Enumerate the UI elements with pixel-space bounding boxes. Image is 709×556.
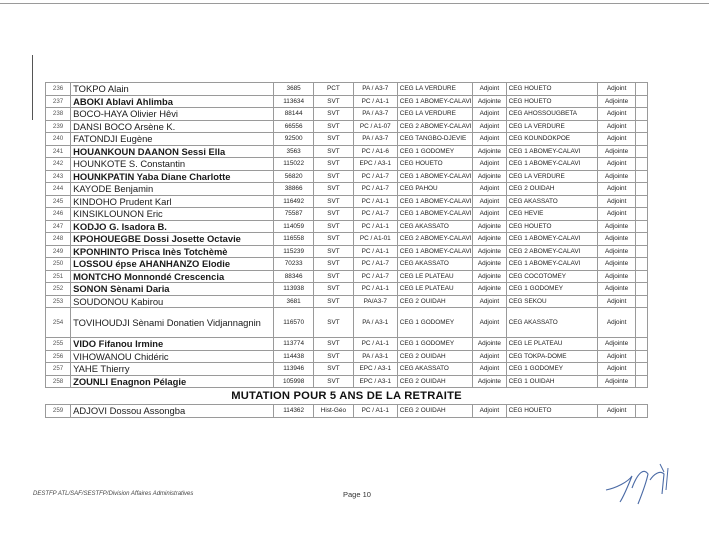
cell-empty: [636, 283, 648, 296]
cell-dest: CEG 2 ABOMEY-CALAVI: [506, 245, 597, 258]
cell-num: 250: [46, 258, 71, 271]
cell-orig: CEG AKASSATO: [397, 258, 472, 271]
cell-q2: Adjointe: [597, 145, 636, 158]
cell-name: SOUDONOU Kabirou: [71, 295, 274, 308]
cell-orig: CEG TANGBO-DJEVIE: [397, 133, 472, 146]
cell-q1: Adjoint: [473, 295, 507, 308]
cell-q2: Adjointe: [597, 338, 636, 351]
cell-name: VIHOWANOU Chidéric: [71, 350, 274, 363]
cell-empty: [636, 195, 648, 208]
cell-grade: PC / A1-1: [353, 283, 397, 296]
table-row: [46, 208, 648, 221]
cell-disc: SVT: [314, 158, 354, 171]
cell-disc: SVT: [314, 338, 354, 351]
cell-mat: 66556: [274, 120, 314, 133]
cell-q2: Adjoint: [597, 158, 636, 171]
cell-mat: 113774: [274, 338, 314, 351]
cell-orig: CEG PAHOU: [397, 183, 472, 196]
cell-empty: [636, 108, 648, 121]
cell-q1: Adjoint: [473, 183, 507, 196]
cell-empty: [636, 233, 648, 246]
cell-empty: [636, 245, 648, 258]
cell-orig: CEG LA VERDURE: [397, 108, 472, 121]
cell-q1: Adjointe: [473, 375, 507, 388]
cell-disc: SVT: [314, 108, 354, 121]
cell-disc: SVT: [314, 270, 354, 283]
cell-name: ADJOVI Dossou Assongba: [71, 405, 274, 418]
cell-q2: Adjoint: [597, 195, 636, 208]
cell-name: FATONDJI Eugène: [71, 133, 274, 146]
cell-dest: CEG AKASSATO: [506, 195, 597, 208]
table-row: [46, 145, 648, 158]
cell-q2: Adjoint: [597, 183, 636, 196]
cell-name: KPONHINTO Prisca Inès Totchèmè: [71, 245, 274, 258]
cell-q1: Adjointe: [473, 258, 507, 271]
cell-dest: CEG 1 ABOMEY-CALAVI: [506, 233, 597, 246]
cell-orig: CEG 1 GODOMEY: [397, 308, 472, 338]
cell-disc: SVT: [314, 95, 354, 108]
cell-orig: CEG 1 ABOMEY-CALAVI: [397, 170, 472, 183]
cell-empty: [636, 338, 648, 351]
cell-grade: PC / A1-1: [353, 405, 397, 418]
cell-disc: SVT: [314, 375, 354, 388]
cell-grade: EPC / A3-1: [353, 363, 397, 376]
table-row: [46, 220, 648, 233]
cell-mat: 75587: [274, 208, 314, 221]
cell-name: KPOHOUEGBE Dossi Josette Octavie: [71, 233, 274, 246]
cell-disc: SVT: [314, 208, 354, 221]
cell-disc: SVT: [314, 145, 354, 158]
cell-disc: SVT: [314, 120, 354, 133]
table-row: [46, 283, 648, 296]
cell-name: HOUANKOUN DAANON Sessi Ella: [71, 145, 274, 158]
cell-grade: PC / A1-7: [353, 170, 397, 183]
cell-mat: 115239: [274, 245, 314, 258]
cell-disc: SVT: [314, 170, 354, 183]
cell-orig: CEG LE PLATEAU: [397, 270, 472, 283]
cell-q1: Adjointe: [473, 245, 507, 258]
cell-mat: 114059: [274, 220, 314, 233]
cell-grade: PC / A1-1: [353, 195, 397, 208]
table-row: [46, 270, 648, 283]
cell-mat: 3685: [274, 83, 314, 96]
cell-name: TOVIHOUDJI Sènami Donatien Vidjannagnin: [71, 308, 274, 338]
cell-num: 245: [46, 195, 71, 208]
cell-q1: Adjointe: [473, 170, 507, 183]
cell-empty: [636, 258, 648, 271]
cell-mat: 3563: [274, 145, 314, 158]
cell-empty: [636, 83, 648, 96]
cell-num: 256: [46, 350, 71, 363]
cell-grade: PC / A1-7: [353, 270, 397, 283]
cell-name: ZOUNLI Enagnon Pélagie: [71, 375, 274, 388]
cell-disc: SVT: [314, 133, 354, 146]
cell-q2: Adjoint: [597, 83, 636, 96]
cell-q1: Adjoint: [473, 158, 507, 171]
cell-disc: SVT: [314, 195, 354, 208]
cell-q1: Adjointe: [473, 338, 507, 351]
cell-num: 237: [46, 95, 71, 108]
cell-num: 244: [46, 183, 71, 196]
cell-q1: Adjointe: [473, 233, 507, 246]
cell-empty: [636, 375, 648, 388]
cell-mat: 3681: [274, 295, 314, 308]
cell-q2: Adjoint: [597, 363, 636, 376]
cell-grade: PC / A1-1: [353, 338, 397, 351]
cell-empty: [636, 208, 648, 221]
cell-mat: 92500: [274, 133, 314, 146]
cell-name: DANSI BOCO Arsène K.: [71, 120, 274, 133]
cell-q2: Adjointe: [597, 375, 636, 388]
table-row: [46, 338, 648, 351]
cell-name: MONTCHO Monnondé Crescencia: [71, 270, 274, 283]
table-row: [46, 258, 648, 271]
cell-name: HOUNKOTE S. Constantin: [71, 158, 274, 171]
table-row: [46, 108, 648, 121]
cell-num: 242: [46, 158, 71, 171]
cell-orig: CEG 1 ABOMEY-CALAVI: [397, 208, 472, 221]
table-row: [46, 350, 648, 363]
cell-disc: SVT: [314, 245, 354, 258]
cell-name: TOKPO Alain: [71, 83, 274, 96]
cell-grade: PA/A3-7: [353, 295, 397, 308]
cell-q1: Adjoint: [473, 133, 507, 146]
cell-orig: CEG HOUETO: [397, 158, 472, 171]
cell-q1: Adjoint: [473, 350, 507, 363]
table-row: [46, 375, 648, 388]
table-row: [46, 195, 648, 208]
cell-num: 251: [46, 270, 71, 283]
cell-dest: CEG 1 GODOMEY: [506, 363, 597, 376]
table-row: [46, 183, 648, 196]
cell-grade: PA / A3-1: [353, 350, 397, 363]
cell-empty: [636, 220, 648, 233]
cell-q1: Adjointe: [473, 270, 507, 283]
cell-name: VIDO Fifanou Irmine: [71, 338, 274, 351]
cell-q2: Adjointe: [597, 270, 636, 283]
cell-q2: Adjointe: [597, 233, 636, 246]
cell-grade: PC / A1-1: [353, 95, 397, 108]
table-row: [46, 83, 648, 96]
cell-mat: 116558: [274, 233, 314, 246]
table-row: [46, 245, 648, 258]
cell-dest: CEG HOUETO: [506, 220, 597, 233]
cell-disc: SVT: [314, 295, 354, 308]
cell-empty: [636, 350, 648, 363]
cell-num: 248: [46, 233, 71, 246]
cell-q1: Adjointe: [473, 95, 507, 108]
cell-mat: 38866: [274, 183, 314, 196]
cell-q1: Adjointe: [473, 220, 507, 233]
cell-q1: Adjoint: [473, 120, 507, 133]
cell-mat: 116492: [274, 195, 314, 208]
cell-dest: CEG LE PLATEAU: [506, 338, 597, 351]
cell-empty: [636, 95, 648, 108]
cell-empty: [636, 270, 648, 283]
cell-disc: SVT: [314, 350, 354, 363]
cell-name: ABOKI Ablavi Ahlimba: [71, 95, 274, 108]
footer-department: DESTFP ATL/SAF/SESTFP/Division Affaires Administratives: [33, 491, 194, 497]
cell-mat: 115022: [274, 158, 314, 171]
cell-name: KAYODE Benjamin: [71, 183, 274, 196]
cell-empty: [636, 158, 648, 171]
cell-dest: CEG HOUETO: [506, 405, 597, 418]
cell-mat: 113946: [274, 363, 314, 376]
cell-num: 247: [46, 220, 71, 233]
table-row: [46, 133, 648, 146]
cell-dest: CEG 1 OUIDAH: [506, 375, 597, 388]
cell-name: LOSSOU épse AHANHANZO Elodie: [71, 258, 274, 271]
table-row: [46, 363, 648, 376]
cell-grade: PC / A1-7: [353, 258, 397, 271]
cell-grade: PC / A1-01: [353, 233, 397, 246]
cell-empty: [636, 145, 648, 158]
cell-disc: SVT: [314, 258, 354, 271]
cell-dest: CEG SEKOU: [506, 295, 597, 308]
cell-empty: [636, 295, 648, 308]
table-row: [46, 170, 648, 183]
cell-dest: CEG COCOTOMEY: [506, 270, 597, 283]
cell-dest: CEG HEVIE: [506, 208, 597, 221]
table-row: [46, 405, 648, 418]
cell-empty: [636, 183, 648, 196]
cell-num: 241: [46, 145, 71, 158]
cell-q1: Adjoint: [473, 208, 507, 221]
cell-grade: PC / A1-1: [353, 245, 397, 258]
cell-mat: 116570: [274, 308, 314, 338]
cell-dest: CEG 1 GODOMEY: [506, 283, 597, 296]
cell-mat: 114438: [274, 350, 314, 363]
cell-empty: [636, 405, 648, 418]
cell-empty: [636, 308, 648, 338]
cell-empty: [636, 363, 648, 376]
cell-orig: CEG AKASSATO: [397, 363, 472, 376]
cell-name: KODJO G. Isadora B.: [71, 220, 274, 233]
section-title: MUTATION POUR 5 ANS DE LA RETRAITE: [46, 388, 648, 405]
table-row: [46, 233, 648, 246]
cell-disc: SVT: [314, 220, 354, 233]
cell-q1: Adjointe: [473, 145, 507, 158]
cell-orig: CEG 2 OUIDAH: [397, 350, 472, 363]
cell-disc: SVT: [314, 308, 354, 338]
cell-dest: CEG 1 ABOMEY-CALAVI: [506, 145, 597, 158]
cell-grade: PA / A3-7: [353, 108, 397, 121]
table-body: [46, 83, 648, 418]
cell-q1: Adjoint: [473, 195, 507, 208]
cell-q2: Adjoint: [597, 405, 636, 418]
cell-q2: Adjoint: [597, 120, 636, 133]
cell-q2: Adjointe: [597, 245, 636, 258]
cell-empty: [636, 120, 648, 133]
cell-num: 240: [46, 133, 71, 146]
cell-dest: CEG AKASSATO: [506, 308, 597, 338]
cell-num: 259: [46, 405, 71, 418]
cell-num: 238: [46, 108, 71, 121]
cell-grade: EPC / A3-1: [353, 375, 397, 388]
cell-q1: Adjointe: [473, 283, 507, 296]
cell-q2: Adjoint: [597, 133, 636, 146]
cell-mat: 70233: [274, 258, 314, 271]
cell-dest: CEG AHOSSOUGBETA: [506, 108, 597, 121]
cell-orig: CEG 2 ABOMEY-CALAVI: [397, 233, 472, 246]
cell-num: 255: [46, 338, 71, 351]
cell-q2: Adjoint: [597, 208, 636, 221]
cell-dest: CEG 1 ABOMEY-CALAVI: [506, 158, 597, 171]
cell-num: 258: [46, 375, 71, 388]
cell-orig: CEG AKASSATO: [397, 220, 472, 233]
cell-dest: CEG TOKPA-DOME: [506, 350, 597, 363]
table-row: [46, 120, 648, 133]
cell-name: BOCO-HAYA Olivier Hêvi: [71, 108, 274, 121]
cell-dest: CEG 1 ABOMEY-CALAVI: [506, 258, 597, 271]
cell-mat: 114362: [274, 405, 314, 418]
cell-mat: 113634: [274, 95, 314, 108]
cell-orig: CEG 1 ABOMEY-CALAVI: [397, 245, 472, 258]
cell-num: 239: [46, 120, 71, 133]
cell-orig: CEG 1 GODOMEY: [397, 338, 472, 351]
cell-orig: CEG 2 OUIDAH: [397, 405, 472, 418]
cell-q2: Adjoint: [597, 350, 636, 363]
cell-disc: SVT: [314, 283, 354, 296]
cell-name: YAHE Thierry: [71, 363, 274, 376]
cell-disc: Hist-Géo: [314, 405, 354, 418]
cell-grade: PA / A3-7: [353, 83, 397, 96]
cell-grade: PC / A1-6: [353, 145, 397, 158]
cell-dest: CEG LA VERDURE: [506, 120, 597, 133]
cell-num: 236: [46, 83, 71, 96]
cell-grade: PA / A3-7: [353, 133, 397, 146]
cell-name: SONON Sènami Daria: [71, 283, 274, 296]
table-row: [46, 95, 648, 108]
cell-orig: CEG 1 GODOMEY: [397, 145, 472, 158]
cell-num: 249: [46, 245, 71, 258]
cell-q1: Adjoint: [473, 308, 507, 338]
margin-mark: [32, 55, 33, 120]
cell-name: HOUNKPATIN Yaba Diane Charlotte: [71, 170, 274, 183]
cell-mat: 113938: [274, 283, 314, 296]
cell-grade: PC / A1-7: [353, 208, 397, 221]
cell-q2: Adjointe: [597, 170, 636, 183]
cell-q2: Adjointe: [597, 220, 636, 233]
cell-q2: Adjointe: [597, 283, 636, 296]
cell-mat: 88144: [274, 108, 314, 121]
cell-orig: CEG LE PLATEAU: [397, 283, 472, 296]
cell-mat: 56820: [274, 170, 314, 183]
cell-q2: Adjointe: [597, 258, 636, 271]
cell-mat: 88346: [274, 270, 314, 283]
cell-orig: CEG 2 OUIDAH: [397, 375, 472, 388]
cell-name: KINSIKLOUNON Eric: [71, 208, 274, 221]
cell-num: 253: [46, 295, 71, 308]
cell-q2: Adjoint: [597, 295, 636, 308]
cell-name: KINDOHO Prudent Karl: [71, 195, 274, 208]
personnel-table-container: [45, 82, 648, 418]
cell-dest: CEG 2 OUIDAH: [506, 183, 597, 196]
cell-q1: Adjoint: [473, 405, 507, 418]
footer-page-number: Page 10: [343, 490, 371, 499]
cell-orig: CEG 1 ABOMEY-CALAVI: [397, 195, 472, 208]
table-row: [46, 308, 648, 338]
handwritten-signature: [598, 460, 678, 508]
cell-orig: CEG 2 ABOMEY-CALAVI: [397, 120, 472, 133]
cell-grade: PA / A3-1: [353, 308, 397, 338]
cell-disc: PCT: [314, 83, 354, 96]
cell-dest: CEG HOUETO: [506, 83, 597, 96]
cell-grade: PC / A1-07: [353, 120, 397, 133]
cell-num: 257: [46, 363, 71, 376]
personnel-table: [45, 82, 648, 418]
cell-q2: Adjointe: [597, 95, 636, 108]
cell-num: 254: [46, 308, 71, 338]
cell-disc: SVT: [314, 363, 354, 376]
cell-dest: CEG LA VERDURE: [506, 170, 597, 183]
cell-q2: Adjoint: [597, 308, 636, 338]
table-row: [46, 158, 648, 171]
cell-disc: SVT: [314, 183, 354, 196]
cell-grade: PC / A1-7: [353, 183, 397, 196]
section-heading-row: [46, 388, 648, 405]
cell-q1: Adjoint: [473, 83, 507, 96]
cell-num: 252: [46, 283, 71, 296]
cell-grade: EPC / A3-1: [353, 158, 397, 171]
cell-orig: CEG 2 OUIDAH: [397, 295, 472, 308]
cell-mat: 105998: [274, 375, 314, 388]
cell-grade: PC / A1-1: [353, 220, 397, 233]
cell-q1: Adjoint: [473, 108, 507, 121]
cell-disc: SVT: [314, 233, 354, 246]
cell-dest: CEG KOUNDOKPOE: [506, 133, 597, 146]
cell-empty: [636, 170, 648, 183]
table-row: [46, 295, 648, 308]
cell-q2: Adjoint: [597, 108, 636, 121]
cell-orig: CEG 1 ABOMEY-CALAVI: [397, 95, 472, 108]
cell-empty: [636, 133, 648, 146]
cell-num: 243: [46, 170, 71, 183]
cell-dest: CEG HOUETO: [506, 95, 597, 108]
top-border-line: [0, 3, 709, 4]
cell-q1: Adjoint: [473, 363, 507, 376]
cell-num: 246: [46, 208, 71, 221]
cell-orig: CEG LA VERDURE: [397, 83, 472, 96]
